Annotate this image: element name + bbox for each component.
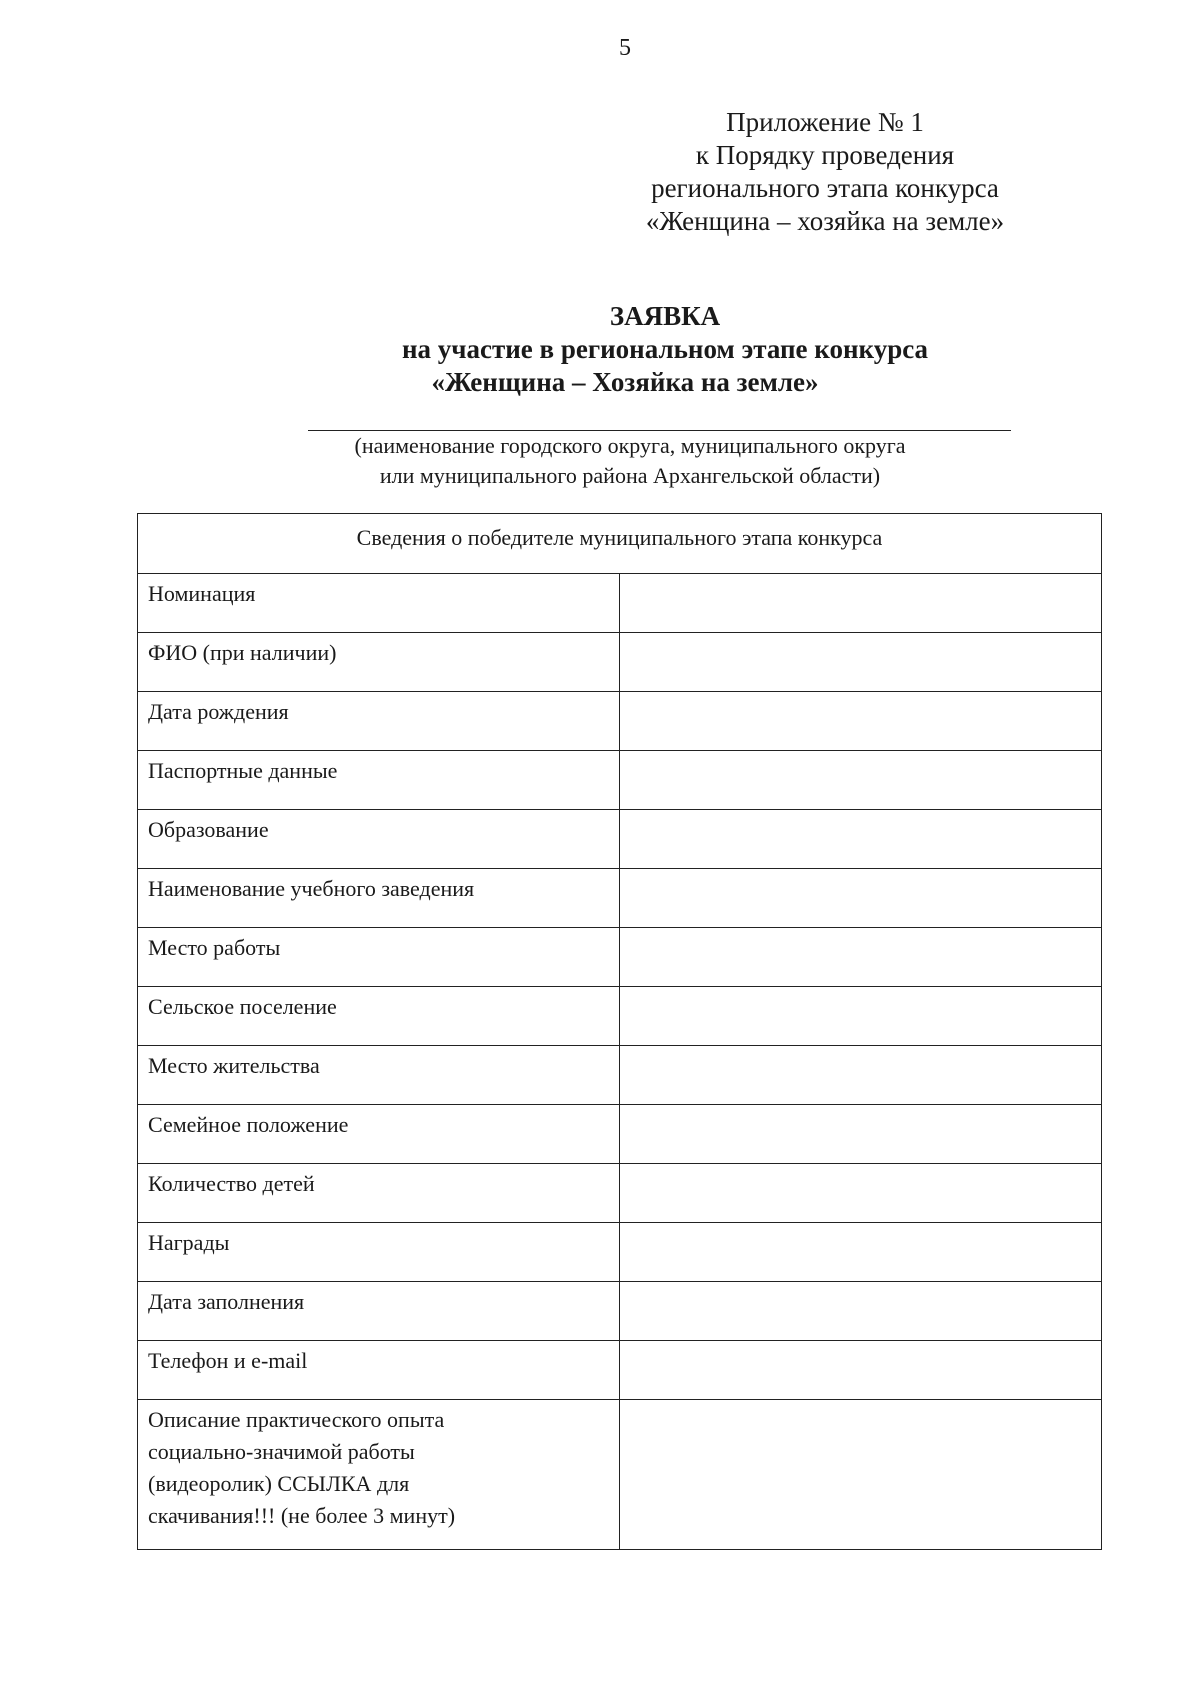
field-value-birth-date[interactable] <box>620 692 1102 751</box>
field-label-birth-date: Дата рождения <box>138 692 620 751</box>
field-label-marital-status: Семейное положение <box>138 1105 620 1164</box>
field-label-fill-date: Дата заполнения <box>138 1282 620 1341</box>
field-label-children-count: Количество детей <box>138 1164 620 1223</box>
field-value-workplace[interactable] <box>620 928 1102 987</box>
table-row <box>138 751 1102 810</box>
field-value-nomination[interactable] <box>620 574 1102 633</box>
label-line: Описание практического опыта <box>148 1407 445 1432</box>
field-value-rural-settlement[interactable] <box>620 987 1102 1046</box>
page-number: 5 <box>619 35 631 61</box>
appendix-line: регионального этапа конкурса <box>651 173 999 203</box>
field-label-experience-video <box>138 1400 620 1550</box>
caption-line: или муниципального района Архангельской области) <box>379 463 881 488</box>
field-label-workplace: Место работы <box>138 928 620 987</box>
table-header-row <box>138 514 1102 574</box>
appendix-line: «Женщина – хозяйка на земле» <box>645 206 1005 236</box>
table-row <box>138 1341 1102 1400</box>
field-label-nomination: Номинация <box>138 574 620 633</box>
caption-line: (наименование городского округа, муниципального округа <box>354 433 906 458</box>
field-value-education[interactable] <box>620 810 1102 869</box>
table-row <box>138 810 1102 869</box>
table-row <box>138 1046 1102 1105</box>
title-contest-name: «Женщина – Хозяйка на земле» <box>431 367 819 397</box>
application-form-table <box>137 513 1102 1550</box>
label-line: скачивания!!! (не более 3 минут) <box>148 1503 456 1528</box>
table-row <box>138 1105 1102 1164</box>
field-label-education: Образование <box>138 810 620 869</box>
table-row <box>138 1164 1102 1223</box>
table-row <box>138 987 1102 1046</box>
field-label-passport: Паспортные данные <box>138 751 620 810</box>
title-subtitle: на участие в региональном этапе конкурса <box>401 334 929 364</box>
field-value-children-count[interactable] <box>620 1164 1102 1223</box>
field-label-rural-settlement: Сельское поселение <box>138 987 620 1046</box>
field-value-full-name[interactable] <box>620 633 1102 692</box>
table-row <box>138 1223 1102 1282</box>
appendix-line: к Порядку проведения <box>695 140 955 170</box>
table-row <box>138 1400 1102 1550</box>
table-row <box>138 574 1102 633</box>
field-value-phone-email[interactable] <box>620 1341 1102 1400</box>
field-value-school-name[interactable] <box>620 869 1102 928</box>
appendix-note <box>600 106 1050 238</box>
title-heading: ЗАЯВКА <box>609 301 721 331</box>
field-value-experience-video[interactable] <box>620 1400 1102 1550</box>
field-value-residence[interactable] <box>620 1046 1102 1105</box>
document-title <box>360 300 970 399</box>
field-value-fill-date[interactable] <box>620 1282 1102 1341</box>
field-label-residence: Место жительства <box>138 1046 620 1105</box>
fill-in-caption <box>300 431 960 491</box>
label-line: социально-значимой работы <box>148 1439 415 1464</box>
table-row <box>138 928 1102 987</box>
field-label-awards: Награды <box>138 1223 620 1282</box>
table-row <box>138 633 1102 692</box>
table-row <box>138 692 1102 751</box>
field-label-full-name: ФИО (при наличии) <box>138 633 620 692</box>
field-value-awards[interactable] <box>620 1223 1102 1282</box>
table-row <box>138 869 1102 928</box>
appendix-line: Приложение № 1 <box>726 107 924 137</box>
label-line: (видеоролик) ССЫЛКА для <box>148 1471 410 1496</box>
field-label-phone-email: Телефон и e-mail <box>138 1341 620 1400</box>
field-label-school-name: Наименование учебного заведения <box>138 869 620 928</box>
field-value-passport[interactable] <box>620 751 1102 810</box>
table-row <box>138 1282 1102 1341</box>
table-header: Сведения о победителе муниципального этапа конкурса <box>138 514 1102 574</box>
field-value-marital-status[interactable] <box>620 1105 1102 1164</box>
